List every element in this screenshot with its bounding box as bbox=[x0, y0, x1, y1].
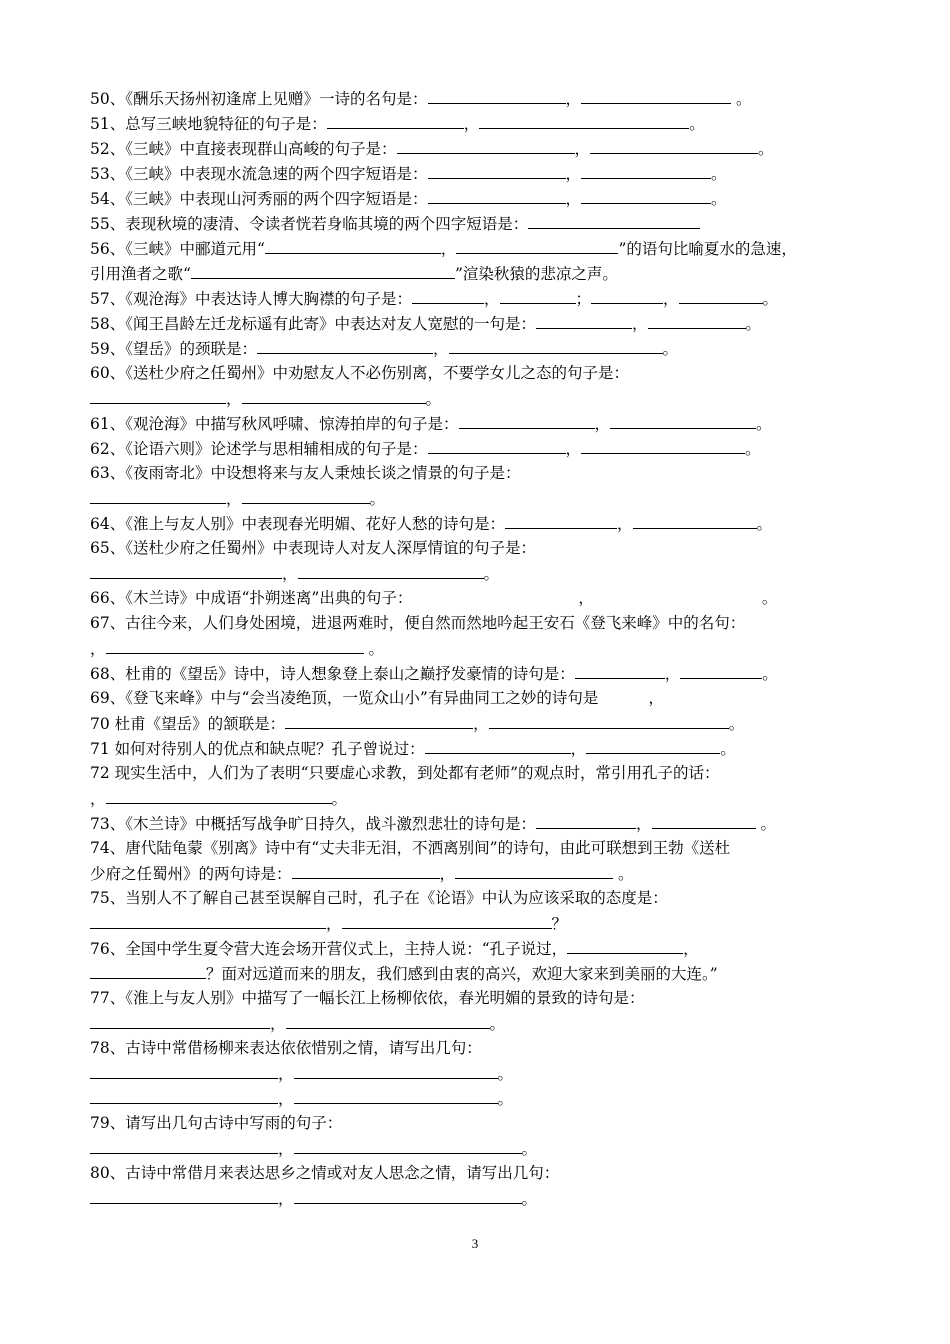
question-61 bbox=[90, 411, 862, 436]
question-text: 。 bbox=[761, 589, 778, 607]
question-continuation bbox=[90, 786, 862, 811]
question-number: 77 bbox=[90, 989, 110, 1007]
answer-blank[interactable] bbox=[412, 286, 484, 304]
question-text: 。 bbox=[762, 665, 778, 683]
question-text: ， bbox=[565, 165, 582, 183]
answer-blank[interactable] bbox=[242, 486, 370, 504]
question-text: 、古诗中常借月来表达思乡之情或对友人思念之情，请写出几句： bbox=[109, 1164, 560, 1182]
answer-blank[interactable] bbox=[294, 1136, 522, 1154]
question-number: 71 bbox=[90, 740, 110, 758]
question-71 bbox=[90, 736, 862, 761]
question-text: 、《三峡》中表现山河秀丽的两个四字短语是： bbox=[109, 190, 428, 208]
answer-blank[interactable] bbox=[412, 586, 578, 603]
question-text: 、《夜雨寄北》中设想将来与友人秉烛长谈之情景的句子是： bbox=[109, 464, 521, 482]
question-text: 、唐代陆龟蒙《别离》诗中有“丈夫非无泪，不洒离别间”的诗句，由此可联想到王勃《送杜 bbox=[109, 839, 731, 857]
question-number: 70 bbox=[90, 715, 110, 733]
question-number: 59 bbox=[90, 340, 110, 358]
question-number: 51 bbox=[90, 115, 110, 133]
question-text: 引用渔者之歌“ bbox=[90, 265, 191, 283]
question-text: ， bbox=[565, 90, 582, 108]
answer-blank[interactable] bbox=[428, 186, 566, 204]
question-text: 。 bbox=[758, 140, 774, 158]
question-text: ， bbox=[617, 515, 633, 533]
question-continuation bbox=[90, 861, 862, 886]
question-number: 60 bbox=[90, 364, 110, 382]
answer-blank[interactable] bbox=[536, 811, 636, 829]
answer-blank[interactable] bbox=[428, 86, 566, 104]
question-text: 。 bbox=[745, 440, 761, 458]
question-text: ， bbox=[663, 290, 679, 308]
question-continuation bbox=[90, 1186, 862, 1211]
question-51 bbox=[90, 111, 862, 136]
question-text: 。 bbox=[489, 1015, 506, 1033]
question-75 bbox=[90, 886, 862, 910]
question-text: 、《三峡》中直接表现群山高峻的句子是： bbox=[109, 140, 397, 158]
question-number: 52 bbox=[90, 140, 110, 158]
question-text: 。 bbox=[720, 740, 736, 758]
question-text: 。 bbox=[497, 1065, 514, 1083]
question-number: 63 bbox=[90, 464, 110, 482]
question-text: ； bbox=[575, 290, 592, 308]
answer-blank[interactable] bbox=[90, 1061, 278, 1079]
answer-blank[interactable] bbox=[294, 1186, 522, 1204]
answer-blank[interactable] bbox=[591, 286, 663, 304]
answer-blank[interactable] bbox=[294, 1061, 498, 1079]
question-number: 78 bbox=[90, 1039, 110, 1057]
answer-blank[interactable] bbox=[581, 161, 711, 179]
question-text: ， bbox=[473, 715, 489, 733]
question-text: 。 bbox=[521, 1190, 538, 1208]
question-text: ， bbox=[278, 1090, 294, 1108]
answer-blank[interactable] bbox=[500, 286, 576, 304]
question-number: 55 bbox=[90, 215, 110, 233]
question-60 bbox=[90, 361, 862, 385]
question-text: 。 bbox=[369, 490, 386, 508]
question-text: ， bbox=[433, 340, 449, 358]
question-number: 79 bbox=[90, 1114, 110, 1132]
question-text: 、《望岳》的颈联是： bbox=[109, 340, 257, 358]
question-number: 74 bbox=[90, 839, 110, 857]
answer-blank[interactable] bbox=[294, 1086, 498, 1104]
question-50 bbox=[90, 86, 862, 111]
answer-blank[interactable] bbox=[90, 1136, 278, 1154]
question-text: 。 bbox=[662, 340, 679, 358]
answer-blank[interactable] bbox=[594, 586, 762, 603]
question-68 bbox=[90, 661, 862, 686]
question-text: 。 bbox=[331, 790, 348, 808]
question-number: 54 bbox=[90, 190, 110, 208]
question-number: 76 bbox=[90, 940, 110, 958]
question-65 bbox=[90, 536, 862, 560]
answer-blank[interactable] bbox=[298, 561, 484, 579]
question-text: ， bbox=[226, 390, 242, 408]
question-text: 、《木兰诗》中概括写战争旷日持久，战斗激烈悲壮的诗句是： bbox=[109, 815, 536, 833]
answer-blank[interactable] bbox=[90, 561, 282, 579]
question-text: 、《三峡》中表现水流急速的两个四字短语是： bbox=[109, 165, 428, 183]
answer-blank[interactable] bbox=[581, 186, 711, 204]
question-text: 。 bbox=[711, 165, 727, 183]
question-62 bbox=[90, 436, 862, 461]
question-79 bbox=[90, 1111, 862, 1135]
answer-blank[interactable] bbox=[397, 136, 575, 154]
question-text: 。 bbox=[521, 1140, 538, 1158]
answer-blank[interactable] bbox=[428, 161, 566, 179]
question-52 bbox=[90, 136, 862, 161]
question-continuation bbox=[90, 961, 862, 986]
question-text: 。 bbox=[497, 1090, 514, 1108]
question-text: ， bbox=[90, 640, 106, 658]
question-text: 。 bbox=[756, 415, 772, 433]
answer-blank[interactable] bbox=[479, 111, 689, 129]
question-80 bbox=[90, 1161, 862, 1185]
answer-blank[interactable] bbox=[680, 661, 762, 679]
question-continuation bbox=[90, 636, 862, 661]
question-continuation bbox=[90, 261, 862, 286]
question-text: 、《淮上与友人别》中表现春光明媚、花好人愁的诗句是： bbox=[109, 515, 505, 533]
question-text: 。 bbox=[425, 390, 442, 408]
question-text: 、《送杜少府之任蜀州》中表现诗人对友人深厚情谊的句子是： bbox=[109, 539, 536, 557]
question-text: 。 bbox=[689, 115, 705, 133]
question-text: ， bbox=[565, 440, 582, 458]
question-continuation bbox=[90, 1011, 862, 1036]
question-text: ？ bbox=[551, 915, 568, 933]
question-text: 少府之任蜀州》的两句诗是： bbox=[90, 865, 292, 883]
answer-blank[interactable] bbox=[257, 336, 433, 354]
question-text: 、《观沧海》中表达诗人博大胸襟的句子是： bbox=[109, 290, 412, 308]
answer-blank[interactable] bbox=[90, 386, 226, 404]
answer-blank[interactable] bbox=[425, 736, 571, 754]
question-77 bbox=[90, 986, 862, 1010]
answer-blank[interactable] bbox=[528, 211, 700, 229]
answer-blank[interactable] bbox=[342, 911, 552, 929]
question-text: 。 bbox=[728, 715, 745, 733]
question-64 bbox=[90, 511, 862, 536]
question-text: 如何对待别人的优点和缺点呢？孔子曾说过： bbox=[109, 740, 425, 758]
question-number: 50 bbox=[90, 90, 110, 108]
answer-blank[interactable] bbox=[567, 936, 683, 954]
question-text: 、《登飞来峰》中与“会当凌绝顶，一览众山小”有异曲同工之妙的诗句是 bbox=[109, 689, 599, 707]
question-text: 、《观沧海》中描写秋风呼啸、惊涛拍岸的句子是： bbox=[109, 415, 459, 433]
question-text: 、《酬乐天扬州初逢席上见赠》一诗的名句是： bbox=[109, 90, 428, 108]
question-number: 69 bbox=[90, 689, 110, 707]
question-text: 。 bbox=[363, 640, 384, 658]
question-text: ， bbox=[439, 865, 456, 883]
answer-blank[interactable] bbox=[610, 411, 756, 429]
question-text: ， bbox=[578, 589, 594, 607]
question-number: 72 bbox=[90, 764, 110, 782]
question-number: 53 bbox=[90, 165, 110, 183]
question-text: 。 bbox=[762, 290, 779, 308]
question-number: 61 bbox=[90, 415, 110, 433]
question-number: 64 bbox=[90, 515, 110, 533]
question-number: 57 bbox=[90, 290, 110, 308]
question-text: 。 bbox=[483, 565, 500, 583]
question-text: ， bbox=[574, 140, 591, 158]
answer-blank[interactable] bbox=[455, 861, 613, 879]
question-text: 。 bbox=[711, 190, 727, 208]
question-continuation bbox=[90, 386, 862, 411]
question-74 bbox=[90, 836, 862, 860]
question-53 bbox=[90, 161, 862, 186]
answer-blank[interactable] bbox=[652, 811, 756, 829]
question-55 bbox=[90, 211, 862, 236]
question-text: 、杜甫的《望岳》诗中，诗人想象登上泰山之巅抒发豪情的诗句是： bbox=[109, 665, 575, 683]
question-text: 、《论语六则》论述学与思相辅相成的句子是： bbox=[109, 440, 428, 458]
answer-blank[interactable] bbox=[106, 786, 332, 804]
answer-blank[interactable] bbox=[633, 511, 757, 529]
question-54 bbox=[90, 186, 862, 211]
question-text: 、《闻王昌龄左迁龙标遥有此寄》中表达对友人宽慰的一句是： bbox=[109, 315, 536, 333]
answer-blank[interactable] bbox=[191, 261, 455, 279]
answer-blank[interactable] bbox=[575, 661, 665, 679]
question-70 bbox=[90, 711, 862, 736]
question-text: ， bbox=[270, 1015, 286, 1033]
question-text: ， bbox=[570, 740, 587, 758]
question-72 bbox=[90, 761, 862, 785]
answer-blank[interactable] bbox=[242, 386, 426, 404]
question-text: ， bbox=[278, 1190, 294, 1208]
question-text: ， bbox=[594, 415, 611, 433]
answer-blank[interactable] bbox=[327, 111, 464, 129]
answer-blank[interactable] bbox=[265, 236, 441, 254]
question-text: 、全国中学生夏令营大连会场开营仪式上，主持人说：“孔子说过， bbox=[109, 940, 568, 958]
answer-blank[interactable] bbox=[586, 736, 720, 754]
question-text: 。 bbox=[731, 90, 752, 108]
answer-blank[interactable] bbox=[428, 436, 566, 454]
question-67 bbox=[90, 611, 862, 635]
question-text: 、当别人不了解自己甚至误解自己时，孔子在《论语》中认为应该采取的态度是： bbox=[109, 889, 668, 907]
question-59 bbox=[90, 336, 862, 361]
question-text: 、《送杜少府之任蜀州》中劝慰友人不必伤别离，不要学女儿之态的句子是： bbox=[109, 364, 629, 382]
question-text: ， bbox=[632, 315, 648, 333]
answer-blank[interactable] bbox=[459, 411, 595, 429]
question-number: 67 bbox=[90, 614, 110, 632]
answer-blank[interactable] bbox=[679, 286, 763, 304]
question-text: 、《三峡》中郦道元用“ bbox=[109, 240, 265, 258]
question-text: ， bbox=[278, 1065, 294, 1083]
question-text: 、《淮上与友人别》中描写了一幅长江上杨柳依依，春光明媚的景致的诗句是： bbox=[109, 989, 645, 1007]
question-56 bbox=[90, 236, 862, 261]
answer-blank[interactable] bbox=[505, 511, 617, 529]
question-number: 62 bbox=[90, 440, 110, 458]
answer-blank[interactable] bbox=[648, 311, 746, 329]
answer-blank[interactable] bbox=[90, 486, 226, 504]
question-number: 58 bbox=[90, 315, 110, 333]
question-number: 73 bbox=[90, 815, 110, 833]
answer-blank[interactable] bbox=[536, 311, 632, 329]
question-text: ， bbox=[282, 565, 298, 583]
answer-blank[interactable] bbox=[285, 711, 473, 729]
question-text: 现实生活中，人们为了表明“只要虚心求教，到处都有老师”的观点时，常引用孔子的话： bbox=[109, 764, 720, 782]
answer-blank[interactable] bbox=[106, 636, 364, 654]
answer-blank[interactable] bbox=[489, 711, 729, 729]
question-73 bbox=[90, 811, 862, 836]
question-text: ”渲染秋猿的悲凉之声。 bbox=[454, 265, 618, 283]
question-continuation bbox=[90, 911, 862, 936]
question-text: 。 bbox=[756, 515, 773, 533]
question-text: 、古诗中常借杨柳来表达依依惜别之情，请写出几句： bbox=[109, 1039, 482, 1057]
question-66 bbox=[90, 586, 862, 610]
question-number: 66 bbox=[90, 589, 110, 607]
question-57 bbox=[90, 286, 862, 311]
question-text: ， bbox=[90, 790, 106, 808]
question-continuation bbox=[90, 1136, 862, 1161]
answer-blank[interactable] bbox=[90, 1011, 270, 1029]
question-text: 、总写三峡地貌特征的句子是： bbox=[109, 115, 327, 133]
question-text: ， bbox=[226, 490, 242, 508]
question-text: ”的语句比喻夏水的急速， bbox=[618, 240, 797, 258]
question-text: 、《木兰诗》中成语“扑朔迷离”出典的句子： bbox=[109, 589, 413, 607]
question-number: 75 bbox=[90, 889, 110, 907]
page-number: 3 bbox=[471, 1236, 479, 1251]
answer-blank[interactable] bbox=[292, 861, 440, 879]
answer-blank[interactable] bbox=[90, 1186, 278, 1204]
question-text: ， bbox=[326, 915, 342, 933]
question-text: 、古往今来，人们身处困境，进退两难时，便自然而然地吟起王安石《登飞来峰》中的名句： bbox=[109, 614, 746, 632]
question-text: ， bbox=[648, 689, 664, 707]
question-76 bbox=[90, 936, 862, 961]
question-text: ， bbox=[636, 815, 652, 833]
answer-blank[interactable] bbox=[286, 1011, 490, 1029]
question-number: 68 bbox=[90, 665, 110, 683]
question-continuation bbox=[90, 1061, 862, 1086]
question-text: ， bbox=[440, 240, 457, 258]
question-text: ， bbox=[565, 190, 582, 208]
question-text: 。 bbox=[755, 815, 776, 833]
question-continuation bbox=[90, 486, 862, 511]
answer-blank[interactable] bbox=[90, 911, 326, 929]
answer-blank[interactable] bbox=[590, 136, 758, 154]
question-text: 、表现秋境的凄清、令读者恍若身临其境的两个四字短语是： bbox=[109, 215, 529, 233]
question-continuation bbox=[90, 561, 862, 586]
question-text: 、请写出几句古诗中写雨的句子： bbox=[109, 1114, 343, 1132]
question-78 bbox=[90, 1036, 862, 1060]
question-69 bbox=[90, 686, 862, 710]
question-text: 杜甫《望岳》的颔联是： bbox=[109, 715, 286, 733]
question-text: ？面对远道而来的朋友，我们感到由衷的高兴，欢迎大家来到美丽的大连。” bbox=[206, 965, 718, 983]
question-text: ， bbox=[664, 665, 681, 683]
question-text: ， bbox=[484, 290, 500, 308]
question-continuation bbox=[90, 1086, 862, 1111]
question-number: 80 bbox=[90, 1164, 110, 1182]
question-63 bbox=[90, 461, 862, 485]
answer-blank[interactable] bbox=[90, 1086, 278, 1104]
question-number: 65 bbox=[90, 539, 110, 557]
question-number: 56 bbox=[90, 240, 110, 258]
question-text: ， bbox=[683, 940, 699, 958]
answer-blank[interactable] bbox=[598, 686, 648, 703]
question-58 bbox=[90, 311, 862, 336]
answer-blank[interactable] bbox=[581, 436, 745, 454]
answer-blank[interactable] bbox=[581, 86, 731, 104]
answer-blank[interactable] bbox=[449, 336, 663, 354]
question-text: 。 bbox=[745, 315, 762, 333]
question-text: 。 bbox=[613, 865, 634, 883]
question-text: ， bbox=[463, 115, 480, 133]
answer-blank[interactable] bbox=[456, 236, 618, 254]
answer-blank[interactable] bbox=[90, 961, 206, 979]
question-text: ， bbox=[278, 1140, 294, 1158]
